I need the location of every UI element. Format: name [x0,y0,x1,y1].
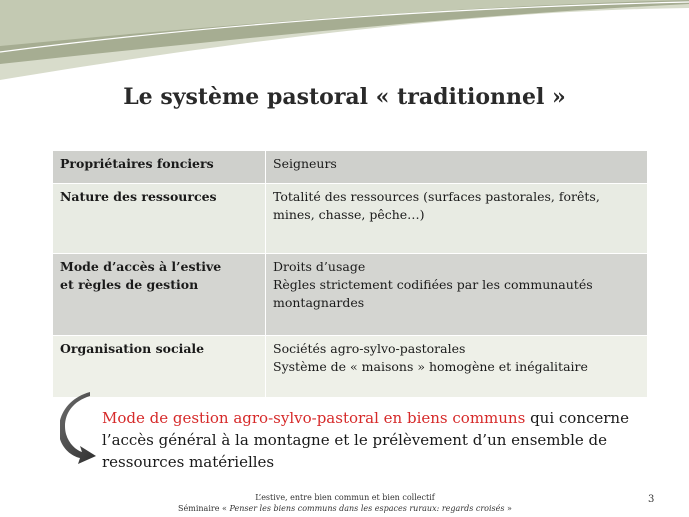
footer-line-2 [160,503,530,514]
header-swoosh-decoration [0,0,689,90]
row-value [266,184,648,254]
callout-highlight: Mode de gestion agro-sylvo-pastoral en biens communs [102,409,526,427]
footer [160,492,530,514]
footer-line-1: L’estive, entre bien commun et bien collectif [255,493,435,502]
callout-rest: qui concerne l’accès général à la montagne et le prélèvement d’un ensemble de ressources matérielles [102,409,629,471]
row-value-line: Règles strictement codifiées par les communautés [273,277,593,292]
row-value-line: Seigneurs [273,156,337,171]
row-label-line: Mode d’accès à l’estive [60,259,222,274]
curved-arrow-icon [60,392,100,464]
table-row [53,184,648,254]
row-label: Propriétaires fonciers [53,151,266,184]
table-row [53,336,648,398]
row-value [266,336,648,398]
table-row [53,151,648,184]
row-value-line: Système de « maisons » homogène et inégalitaire [273,359,588,374]
row-label-line: et règles de gestion [60,277,199,292]
row-label: Organisation sociale [53,336,266,398]
row-label: Nature des ressources [53,184,266,254]
info-table [52,150,648,398]
row-value-line: mines, chasse, pêche…) [273,207,425,222]
table-row [53,254,648,336]
footer-line-2-prefix: Séminaire « [178,504,230,513]
callout-text [102,407,642,473]
footer-line-2-italic: Penser les biens communs dans les espaces ruraux: regards croisés [229,504,505,513]
row-value-line: Droits d’usage [273,259,366,274]
footer-line-2-suffix: » [504,504,512,513]
slide-title: Le système pastoral « traditionnel » [123,84,566,110]
page-number: 3 [648,494,655,505]
row-value-line: Sociétés agro-sylvo-pastorales [273,341,466,356]
row-value-line: Totalité des ressources (surfaces pastorales, forêts, [273,189,600,204]
row-value [266,254,648,336]
row-value-line: montagnardes [273,295,365,310]
row-value [266,151,648,184]
row-label [53,254,266,336]
